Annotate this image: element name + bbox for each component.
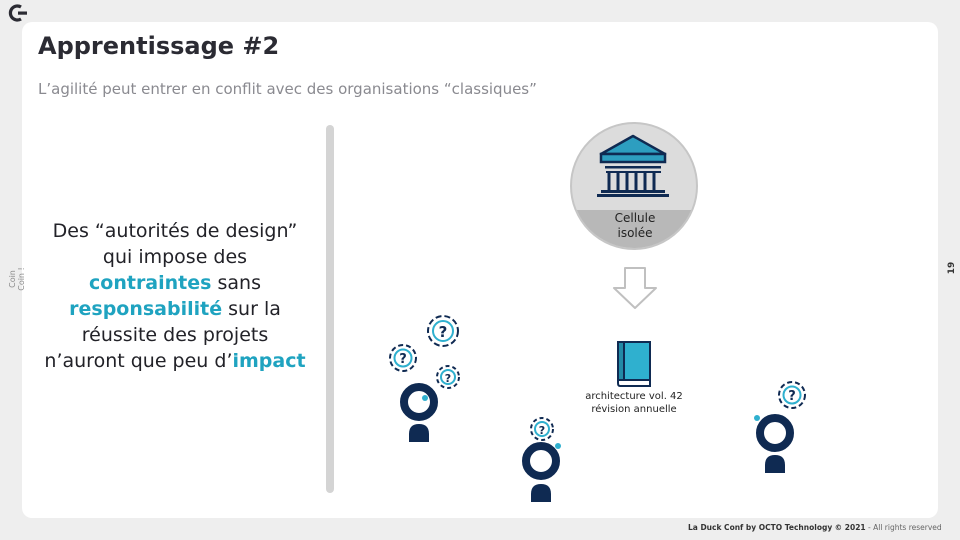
book-caption-line1: architecture vol. 42 <box>585 391 683 402</box>
quote-part3: sur la réussite des projets n’auront que peu d’ <box>44 298 281 372</box>
book-caption-line2: révision annuelle <box>591 404 677 415</box>
question-bubble-left-icon <box>390 345 416 371</box>
isolated-cell-label-line2: isolée <box>617 226 653 240</box>
quote-highlight-contraintes: contraintes <box>89 272 212 294</box>
quote-text <box>40 218 310 374</box>
footer <box>688 523 942 532</box>
person-group-left-icon <box>384 310 474 446</box>
footer-brand: La Duck Conf by OCTO Technology <box>688 523 833 532</box>
svg-text:?: ? <box>399 352 407 367</box>
question-bubble-right-icon <box>779 382 805 408</box>
question-bubble-center-icon <box>531 418 553 440</box>
side-label: Coin Coin ! <box>8 267 26 291</box>
octo-logo-icon <box>6 3 30 23</box>
institution-building-icon <box>595 130 671 200</box>
down-arrow-icon <box>612 266 658 310</box>
quote-highlight-responsabilite: responsabilité <box>69 298 223 320</box>
question-bubble-large-icon <box>428 316 458 346</box>
isolated-cell-label <box>600 211 670 241</box>
svg-text:?: ? <box>788 389 796 404</box>
svg-text:?: ? <box>438 323 448 341</box>
page-subtitle: L’agilité peut entrer en conflit avec des organisations “classiques” <box>38 80 537 98</box>
quote-part1: Des “autorités de design” qui impose des <box>52 220 298 268</box>
question-bubble-small-icon <box>437 366 459 388</box>
quote-highlight-impact: impact <box>232 350 306 372</box>
isolated-cell-label-line1: Cellule <box>614 211 656 225</box>
page-number: 19 <box>947 261 957 275</box>
footer-rights: - All rights reserved <box>865 523 942 532</box>
page-title: Apprentissage #2 <box>38 32 280 60</box>
person-right-icon <box>750 378 816 478</box>
svg-text:?: ? <box>538 424 546 437</box>
vertical-divider <box>326 125 334 493</box>
svg-text:?: ? <box>444 372 452 385</box>
person-center-icon <box>518 416 568 506</box>
book-icon <box>614 340 654 388</box>
quote-part2: sans <box>211 272 261 294</box>
footer-copyright: © 2021 <box>834 523 866 532</box>
book-caption <box>572 390 696 416</box>
